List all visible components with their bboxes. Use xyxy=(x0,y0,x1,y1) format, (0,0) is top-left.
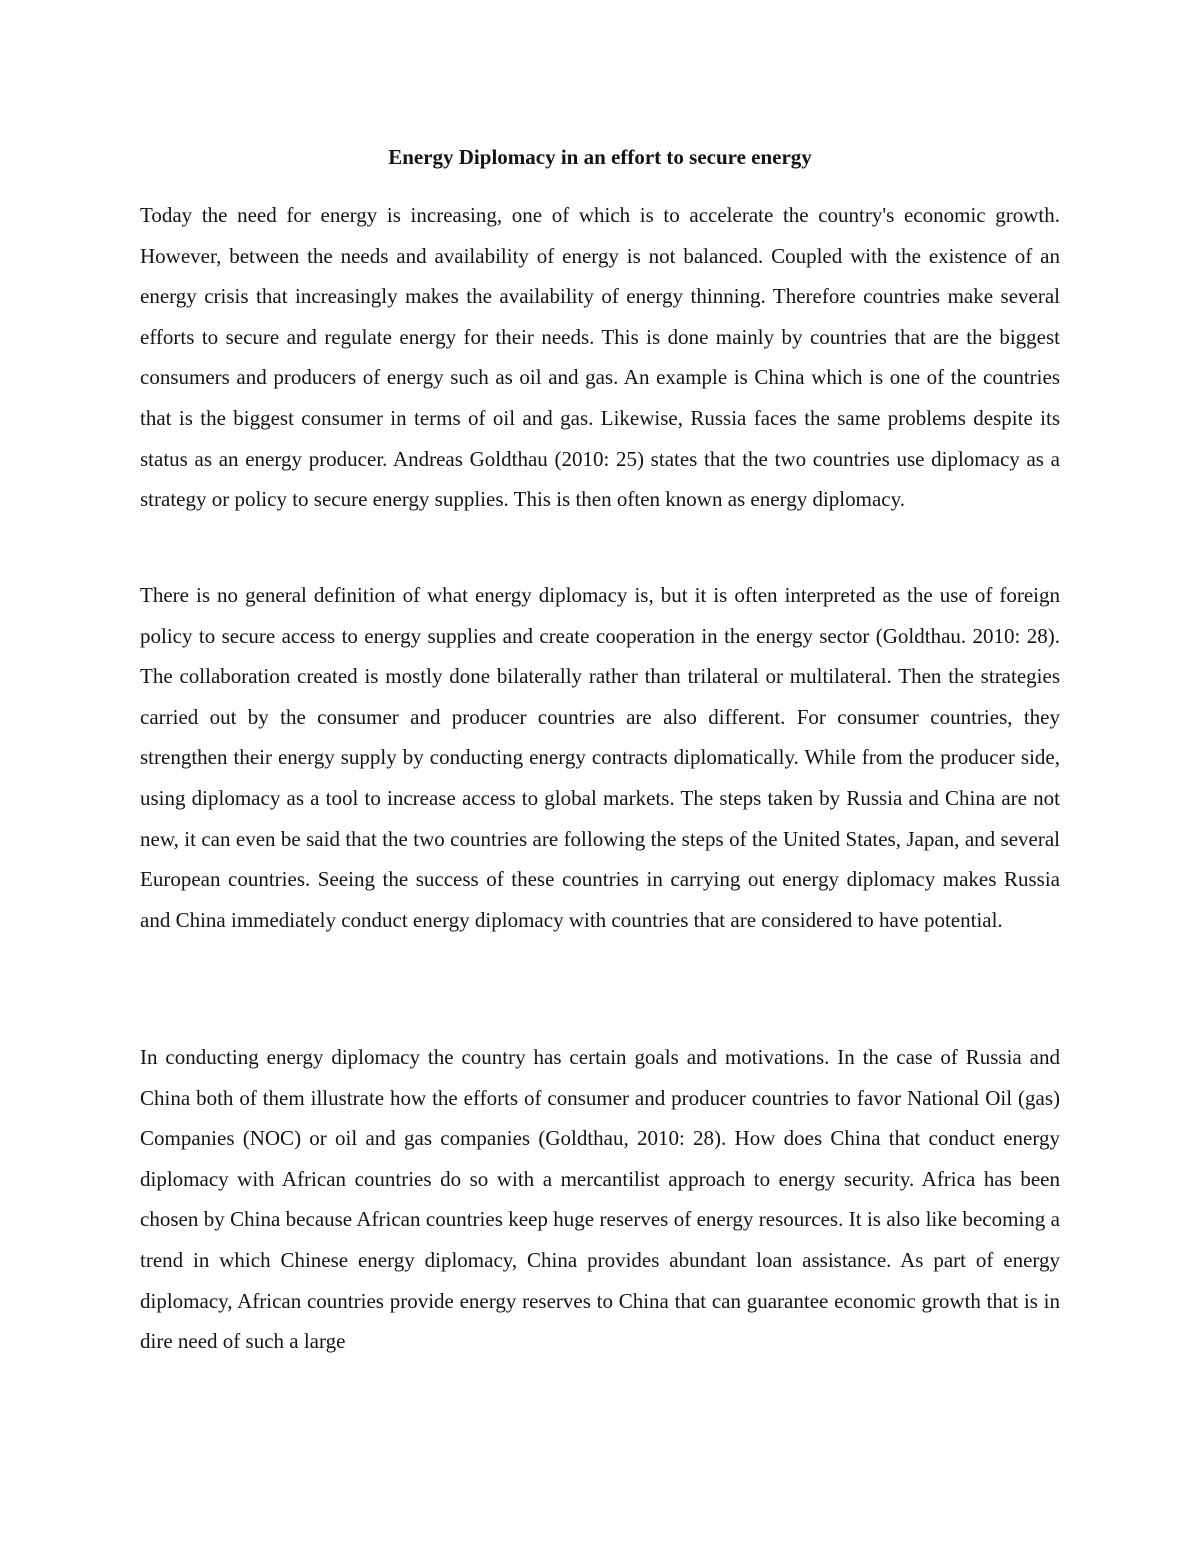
paragraph-2: There is no general definition of what energy diplomacy is, but it is often interpreted as the use of foreign policy to secure access to energy supplies and create cooperation in the energy sector (Goldthau. 2010: 28). The collaboration created is mostly done bilaterally rather than trilateral or multilateral. Then the strategies carried out by the consumer and producer countries are also different. For consumer countries, they strengthen their energy supply by conducting energy contracts diplomatically. While from the producer side, using diplomacy as a tool to increase access to global markets. The steps taken by Russia and China are not new, it can even be said that the two countries are following the steps of the United States, Japan, and several European countries. Seeing the success of these countries in carrying out energy diplomacy makes Russia and China immediately conduct energy diplomacy with countries that are considered to have potential. xyxy=(140,583,1060,932)
paragraph-3: In conducting energy diplomacy the country has certain goals and motivations. In the case of Russia and China both of them illustrate how the efforts of consumer and producer countries to favor National Oil (gas) Companies (NOC) or oil and gas companies (Goldthau, 2010: 28). How does China that conduct energy diplomacy with African countries do so with a mercantilist approach to energy security. Africa has been chosen by China because African countries keep huge reserves of energy resources. It is also like becoming a trend in which Chinese energy diplomacy, China provides abundant loan assistance. As part of energy diplomacy, African countries provide energy reserves to China that can guarantee economic growth that is in dire need of such a large xyxy=(140,1045,1060,1354)
document-title: Energy Diplomacy in an effort to secure energy xyxy=(388,145,812,169)
paragraph-1: Today the need for energy is increasing, one of which is to accelerate the country's economic growth. However, between the needs and availability of energy is not balanced. Coupled with the existence of an energy crisis that increasingly makes the availability of energy thinning. Therefore countries make several efforts to secure and regulate energy for their needs. This is done mainly by countries that are the biggest consumers and producers of energy such as oil and gas. An example is China which is one of the countries that is the biggest consumer in terms of oil and gas. Likewise, Russia faces the same problems despite its status as an energy producer. Andreas Goldthau (2010: 25) states that the two countries use diplomacy as a strategy or policy to secure energy supplies. This is then often known as energy diplomacy. xyxy=(140,203,1060,512)
